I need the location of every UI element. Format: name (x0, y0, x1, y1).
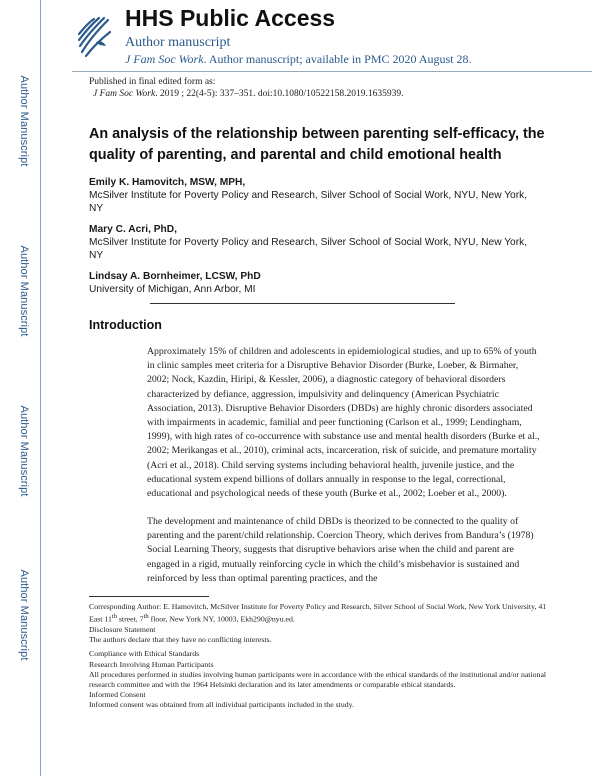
author-affiliation: McSilver Institute for Poverty Policy and Research, Silver School of Social Work, NYU, New York, NY (89, 237, 528, 261)
footnote-divider (89, 596, 209, 597)
author-name: Emily K. Hamovitch, MSW, MPH, (89, 177, 246, 188)
author-name: Mary C. Acri, PhD, (89, 224, 177, 235)
corresponding-author-note: Corresponding Author: E. Hamovitch, McSilver Institute for Poverty Policy and Research, Silver School of Social Work, New York University, 41 East 11th street, 7th floor, New York NY, 10003, Ekh290@nyu.ed. (89, 602, 547, 624)
disclosure-text: The authors declare that they have no conflicting interests. (89, 635, 272, 645)
publication-citation: J Fam Soc Work. 2019 ; 22(4-5): 337–351. doi:10.1080/10522158.2019.1635939. (93, 89, 404, 99)
research-text: All procedures performed in studies involving human participants were in accordance with the ethical standards of the institutional and/or national research committee and with the 1964 Helsinki declaration and its later amendments or comparable ethical standards. (89, 669, 547, 690)
side-label-author-manuscript: Author Manuscript (18, 245, 30, 337)
body-paragraph: Approximately 15% of children and adolescents in epidemiological studies, and up to 65% of youth in clinic samples meet criteria for a Disruptive Behavior Disorder (Burke, Loeber, & Birmaher, 2002; Nock, Kazdin, Hiripi, & Kessler, 2006), a diagnostic category of behavioral disorders characterized by defiance, aggression, impulsivity and delinquency (American Psychiatric Association, 2013). Disruptive Behavior Disorders (DBDs) are highly chronic disorders associated with impairments in academic, familial and peer functioning (Carlson et al., 1999; Lendingham, 1999), with high rates of co-occurrence with substance use and mental health disorders (Burke et al., 2002; Merikangas et al., 2010), criminal acts, incarceration, risk of suicide, and premature mortality (Acri et al., 2018). Child serving systems including behavioral health, juvenile justice, and the educational system expend billions of dollars annually in response to the legal, correctional, educational and psychological needs of these youth (Burke et al., 2002; Loeber et al., 2000). (147, 346, 540, 500)
compliance-heading: Compliance with Ethical Standards (89, 649, 200, 659)
footnotes (89, 602, 549, 711)
side-label-author-manuscript: Author Manuscript (18, 75, 30, 167)
publication-intro: Published in final edited form as: (89, 77, 216, 87)
consent-text: Informed consent was obtained from all individual participants included in the study. (89, 700, 354, 710)
author-affiliation: University of Michigan, Ann Arbor, MI (89, 284, 256, 295)
author-entry (89, 176, 529, 215)
body-paragraph: The development and maintenance of child DBDs is theorized to be connected to the quality of parenting and the parent/child relationship. Coercion Theory, which derives from Bandura’s (1978) Social Learning Theory, suggests that disruptive behaviors arise when the child and parent are engaged in a rigid, mutually reinforcing cycle in which the child’s misbehavior is sustained and reinforced by less than optimal parenting practices, and the (147, 516, 534, 584)
publication-info (89, 76, 404, 100)
margin-rule (40, 0, 41, 776)
article-title: An analysis of the relationship between parenting self-efficacy, the quality of parenting, and parental and child emotional health (89, 126, 545, 163)
hhs-title: HHS Public Access (125, 5, 336, 31)
section-heading-introduction: Introduction (89, 318, 162, 332)
side-label-author-manuscript: Author Manuscript (18, 405, 30, 497)
author-affiliation: McSilver Institute for Poverty Policy and Research, Silver School of Social Work, NYU, New York, NY (89, 190, 528, 214)
author-divider (150, 303, 455, 304)
disclosure-heading: Disclosure Statement (89, 625, 156, 634)
availability-line: J Fam Soc Work. Author manuscript; available in PMC 2020 August 28. (125, 52, 472, 66)
header-divider (72, 71, 592, 72)
header (125, 4, 585, 67)
author-entry (89, 270, 529, 296)
side-label-author-manuscript: Author Manuscript (18, 569, 30, 661)
author-list (89, 176, 529, 304)
author-entry (89, 223, 529, 262)
consent-heading: Informed Consent (89, 690, 146, 700)
hhs-eagle-logo-icon (76, 12, 112, 58)
author-manuscript-label: Author manuscript (125, 35, 231, 50)
research-heading: Research Involving Human Participants (89, 659, 214, 669)
journal-abbrev: J Fam Soc Work (125, 52, 204, 66)
author-name: Lindsay A. Bornheimer, LCSW, PhD (89, 271, 261, 282)
